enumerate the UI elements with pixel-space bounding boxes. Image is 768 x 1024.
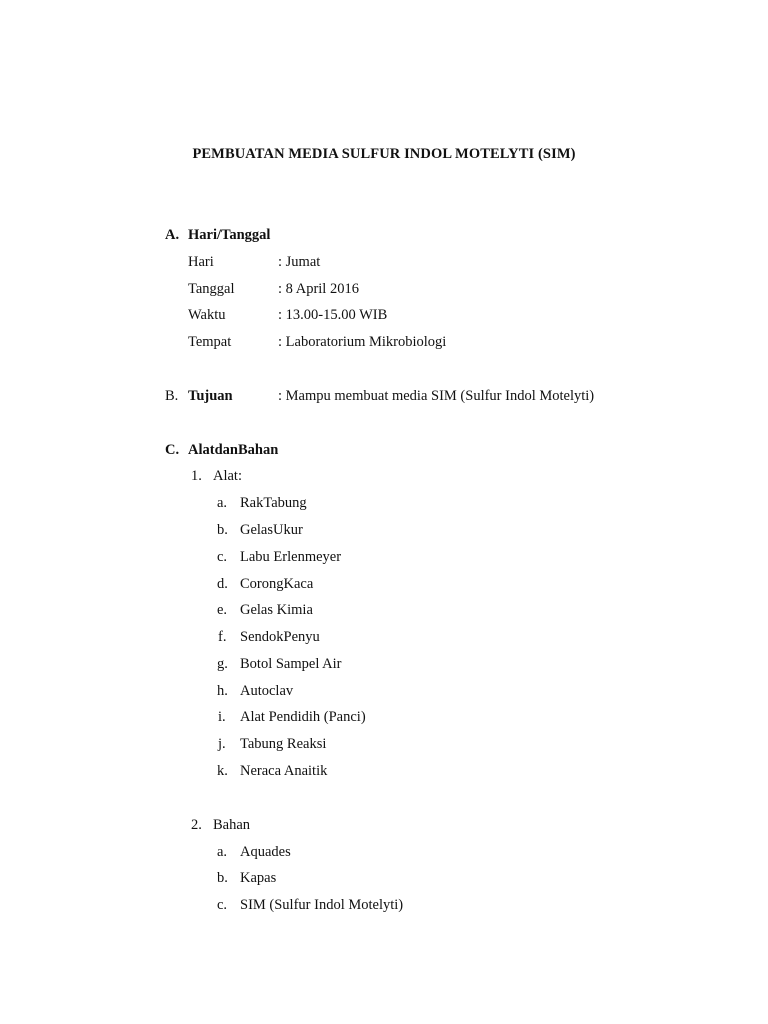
alat-item: SendokPenyu: [240, 629, 320, 645]
alat-item-marker: g.: [217, 656, 228, 672]
bahan-item: Kapas: [240, 870, 277, 886]
bahan-item: Aquades: [240, 844, 291, 860]
section-b-marker: B.: [165, 388, 179, 404]
alat-item: Botol Sampel Air: [240, 656, 342, 672]
alat-item: RakTabung: [240, 495, 307, 511]
alat-item: Tabung Reaksi: [240, 736, 327, 752]
waktu-label: Waktu: [188, 307, 226, 323]
alat-item-marker: e.: [217, 602, 228, 618]
section-a-marker: A.: [165, 227, 180, 243]
tanggal-value: : 8 April 2016: [278, 281, 359, 297]
alat-item: Alat Pendidih (Panci): [240, 709, 366, 725]
alat-item: Autoclav: [240, 683, 294, 699]
bahan-item-marker: b.: [217, 870, 228, 886]
alat-item-marker: j.: [218, 736, 226, 752]
alat-item-marker: c.: [217, 549, 228, 565]
alat-item: GelasUkur: [240, 522, 303, 538]
alat-item: Labu Erlenmeyer: [240, 549, 342, 565]
tanggal-label: Tanggal: [188, 281, 235, 297]
alat-item-marker: i.: [218, 709, 226, 725]
hari-label: Hari: [188, 254, 214, 270]
hari-value: : Jumat: [278, 254, 321, 270]
tempat-label: Tempat: [188, 334, 232, 350]
page-title: PEMBUATAN MEDIA SULFUR INDOL MOTELYTI (SIM): [192, 146, 576, 162]
bahan-item-marker: c.: [217, 897, 228, 913]
alat-item-marker: h.: [217, 683, 228, 699]
bahan-item: SIM (Sulfur Indol Motelyti): [240, 897, 404, 913]
section-c-heading: AlatdanBahan: [188, 442, 279, 458]
alat-item-marker: d.: [217, 576, 228, 592]
alat-item-marker: b.: [217, 522, 228, 538]
alat-item: Gelas Kimia: [240, 602, 313, 618]
tempat-value: : Laboratorium Mikrobiologi: [278, 334, 447, 350]
section-a-heading: Hari/Tanggal: [188, 227, 271, 243]
alat-item-marker: a.: [217, 495, 228, 511]
waktu-value: : 13.00-15.00 WIB: [278, 307, 388, 323]
section-b-heading: Tujuan: [188, 388, 233, 404]
bahan-marker: 2.: [191, 817, 202, 833]
bahan-item-marker: a.: [217, 844, 228, 860]
alat-item: Neraca Anaitik: [240, 763, 328, 779]
alat-marker: 1.: [191, 468, 202, 484]
alat-heading: Alat:: [213, 468, 242, 484]
section-c-marker: C.: [165, 442, 180, 458]
tujuan-value: : Mampu membuat media SIM (Sulfur Indol Motelyti): [278, 388, 595, 404]
alat-item: CorongKaca: [240, 576, 314, 592]
alat-item-marker: k.: [217, 763, 228, 779]
alat-item-marker: f.: [218, 629, 227, 645]
bahan-heading: Bahan: [213, 817, 251, 833]
